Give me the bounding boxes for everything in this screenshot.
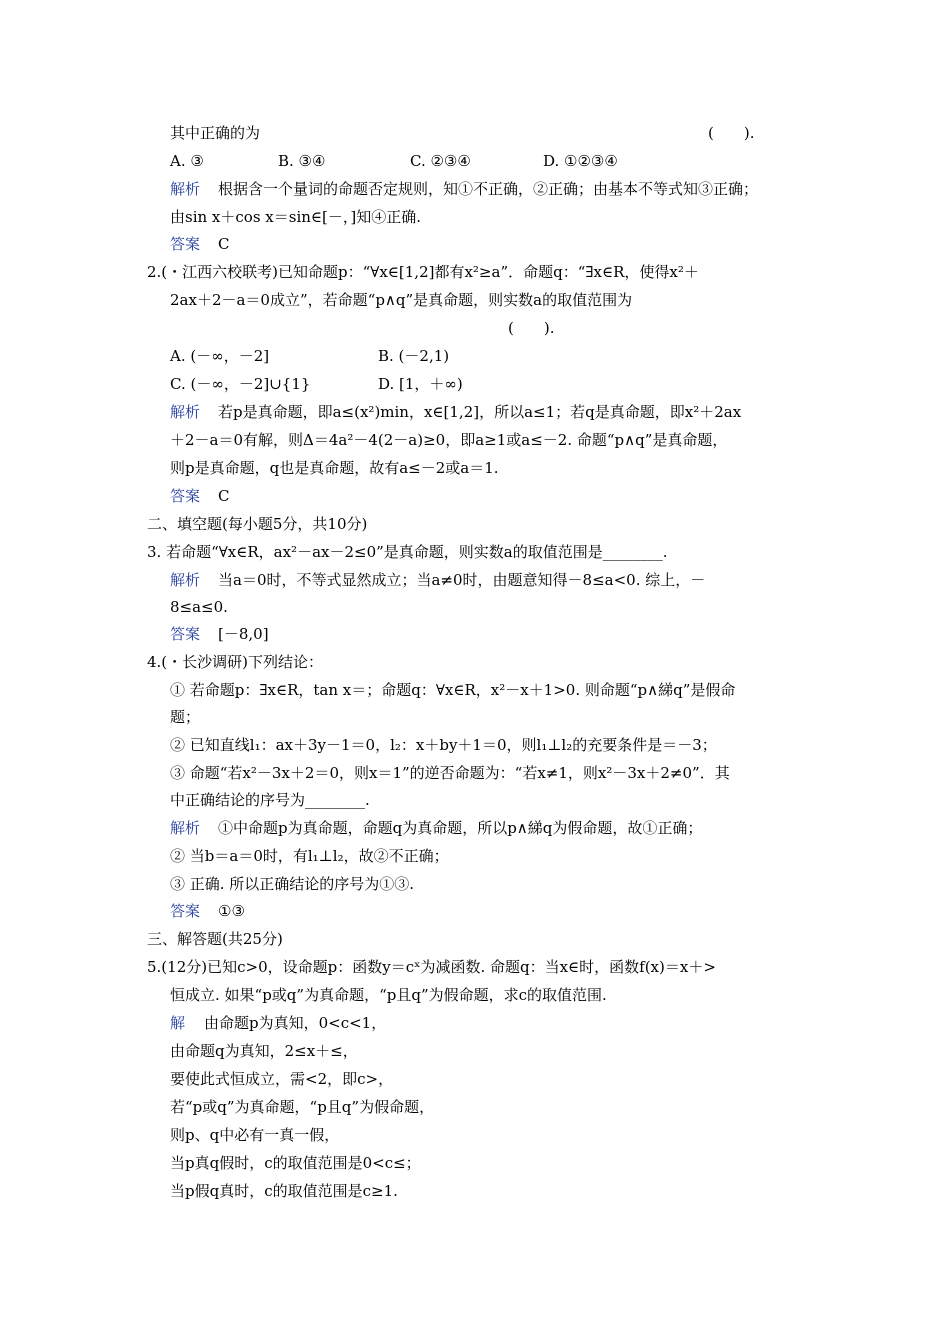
q5-stem-line-1: 5.(12分)已知c>0，设命题p：函数y＝cˣ为减函数. 命题q：当x∈时，函数f(x)＝x＋> xyxy=(147,958,716,976)
q4-jiexi-label: 解析 xyxy=(170,819,201,837)
q5-solution-line-3: 要使此式恒成立，需<2，即c>， xyxy=(170,1070,394,1088)
q2-answer-paren: ( ). xyxy=(508,319,555,337)
q3-solution-line-1: 解析 当a＝0时，不等式显然成立；当a≠0时，由题意知得－8≤a<0. 综上，－ xyxy=(170,571,706,589)
q1-stem-tail: 其中正确的为 xyxy=(170,124,261,142)
q4-solution-line-1: 解析 ①中命题p为真命题，命题q为真命题，所以p∧綈q为假命题，故①正确； xyxy=(170,819,703,837)
q2-daan-label: 答案 xyxy=(170,487,201,505)
q1-answer-paren: ( ). xyxy=(708,124,755,142)
q3-daan-label: 答案 xyxy=(170,625,201,643)
q2-option-c: C. (－∞，－2]∪{1} xyxy=(170,375,311,393)
q2-jiexi-label: 解析 xyxy=(170,403,201,421)
q3-solution-line-2: 8≤a≤0. xyxy=(170,598,228,616)
q3-stem: 3. 若命题“∀x∈R，ax²－ax－2≤0”是真命题，则实数a的取值范围是________. xyxy=(147,543,668,561)
q5-solution-line-5: 则p、q中必有一真一假， xyxy=(170,1126,340,1144)
q1-solution-line-2: 由sin x＋cos x＝sin∈[－，]知④正确. xyxy=(170,208,421,226)
q4-answer-line: 答案 ①③ xyxy=(170,902,245,920)
q1-answer-line: 答案 C xyxy=(170,235,230,253)
q3-answer-line: 答案 [－8,0] xyxy=(170,625,269,643)
q4-stem-line-6: 中正确结论的序号为________. xyxy=(170,791,370,809)
q1-jiexi-label: 解析 xyxy=(170,180,201,198)
q2-solution-line-3: 则p是真命题，q也是真命题，故有a≤－2或a＝1. xyxy=(170,459,499,477)
q4-solution-line-2: ② 当b＝a＝0时，有l₁⊥l₂，故②不正确； xyxy=(170,847,449,865)
q4-stem-line-5: ③ 命题“若x²－3x＋2＝0，则x＝1”的逆否命题为：“若x≠1，则x²－3x＋2≠0”．其 xyxy=(170,764,730,782)
q2-solution-line-1: 解析 若p是真命题，即a≤(x²)min，x∈[1,2]，所以a≤1；若q是真命题，即x²＋2ax xyxy=(170,403,742,421)
q4-stem-line-4: ② 已知直线l₁：ax＋3y－1＝0，l₂：x＋by＋1＝0，则l₁⊥l₂的充要条件是＝－3； xyxy=(170,736,717,754)
q2-stem-line-2: 2ax＋2－a＝0成立”，若命题“p∧q”是真命题，则实数a的取值范围为 xyxy=(170,291,633,309)
q2-solution-line-2: ＋2－a＝0有解，则Δ＝4a²－4(2－a)≥0，即a≥1或a≤－2. 命题“p∧q”是真命题， xyxy=(170,431,728,449)
q1-option-a: A. ③ xyxy=(170,152,204,170)
q1-option-d: D. ①②③④ xyxy=(543,152,618,170)
q4-stem-line-2: ① 若命题p：∃x∈R，tan x＝；命题q：∀x∈R，x²－x＋1>0. 则命题“p∧綈q”是假命 xyxy=(170,681,736,699)
q5-solution-line-4: 若“p或q”为真命题，“p且q”为假命题， xyxy=(170,1098,435,1116)
q1-option-c: C. ②③④ xyxy=(410,152,471,170)
q4-solution-line-3: ③ 正确. 所以正确结论的序号为①③. xyxy=(170,875,415,893)
q4-stem-line-3: 题； xyxy=(170,708,201,726)
q1-daan-label: 答案 xyxy=(170,235,201,253)
q1-option-b: B. ③④ xyxy=(278,152,326,170)
q4-daan-label: 答案 xyxy=(170,902,201,920)
q5-stem-line-2: 恒成立. 如果“p或q”为真命题，“p且q”为假命题，求c的取值范围. xyxy=(170,986,607,1004)
section-fill-in-heading: 二、填空题(每小题5分，共10分) xyxy=(147,515,368,533)
q4-stem-line-1: 4.(・长沙调研)下列结论： xyxy=(147,653,324,671)
q5-solution-line-6: 当p真q假时，c的取值范围是0<c≤； xyxy=(170,1154,421,1172)
q2-answer-line: 答案 C xyxy=(170,487,230,505)
q2-option-a: A. (－∞，－2] xyxy=(170,347,270,365)
section-solve-heading: 三、解答题(共25分) xyxy=(147,930,283,948)
q5-solution-line-1: 解 由命题p为真知，0<c<1， xyxy=(170,1014,387,1032)
q2-option-d: D. [1，＋∞) xyxy=(378,375,463,393)
q5-solution-line-2: 由命题q为真知，2≤x＋≤， xyxy=(170,1042,358,1060)
q5-solution-line-7: 当p假q真时，c的取值范围是c≥1. xyxy=(170,1182,398,1200)
q5-jie-label: 解 xyxy=(170,1014,186,1032)
q2-stem-line-1: 2.(・江西六校联考)已知命题p：“∀x∈[1,2]都有x²≥a”．命题q：“∃x∈R，使得x²＋ xyxy=(147,263,699,281)
q2-option-b: B. (－2,1) xyxy=(378,347,450,365)
q3-jiexi-label: 解析 xyxy=(170,571,201,589)
q1-solution-line-1: 解析 根据含一个量词的命题否定规则，知①不正确，②正确；由基本不等式知③正确； xyxy=(170,180,759,198)
